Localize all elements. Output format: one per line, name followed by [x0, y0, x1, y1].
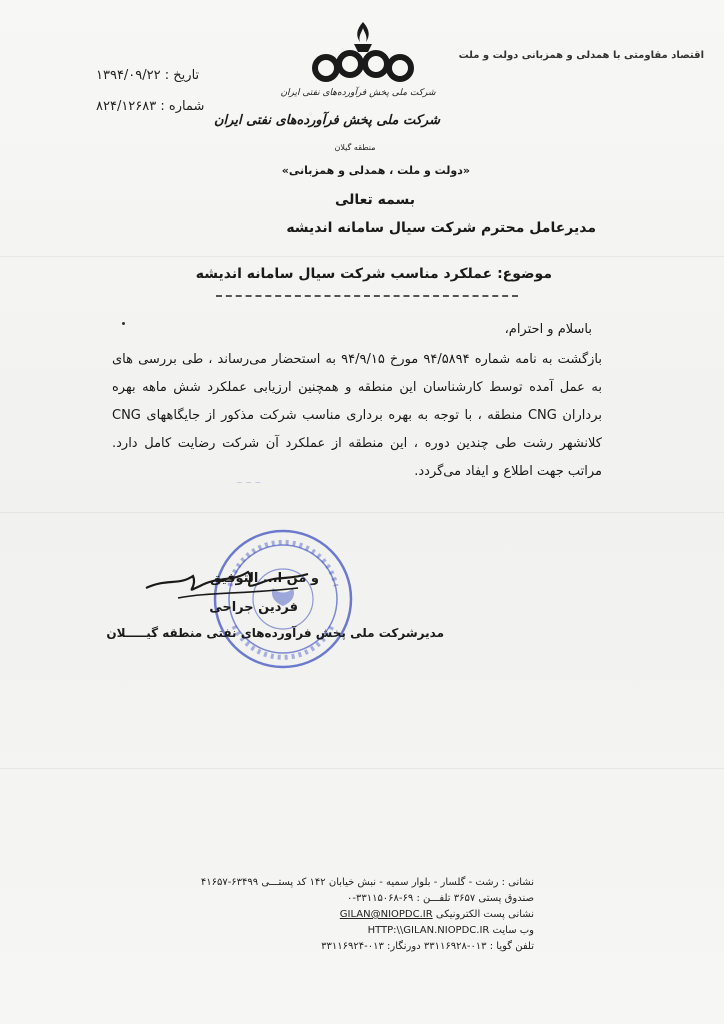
date-value: ۱۳۹۴/۰۹/۲۲ [96, 68, 161, 83]
ink-dot [122, 322, 125, 325]
footer-contact [201, 875, 534, 955]
signer-name: فردین جراحی [209, 600, 298, 615]
org-region: منطقه گیلان [334, 143, 376, 152]
closing-phrase: و من ا... التوفیق [209, 571, 319, 586]
org-name-small: شرکت ملی پخش فرآورده‌های نفتی ایران [280, 88, 436, 98]
center-slogan: «دولت و ملت ، همدلی و همزبانی» [281, 164, 470, 177]
number-label: شماره : [160, 99, 205, 114]
date-line [96, 68, 199, 83]
paper-fold [0, 512, 724, 513]
footer-phones: تلفن گویا : ۰۱۳-۳۳۱۱۶۹۲۸ دورنگار: ۰۱۳-۳۳۱۱۶۹۲۴ [321, 941, 534, 952]
footer-email-line [201, 907, 534, 923]
footer-web-line [201, 923, 534, 939]
top-slogan: اقتصاد مقاومتی با همدلی و همزبانی دولت و ملت [458, 50, 704, 61]
web-label: وب سایت [492, 925, 534, 936]
footer-address: نشانی : رشت - گلسار - بلوار سمیه - نبش خیابان ۱۴۲ کد پستـــی ۶۳۴۹۹-۴۱۶۵۷ [200, 877, 534, 888]
letter-body: بازگشت به نامه شماره ۹۴/۵۸۹۴ مورخ ۹۴/۹/۱۵ به استحضار می‌رساند ، طی بررسی های به عمل آمده توسط کارشناسان این منطقه و همچنین ارزیابی عملکرد شش ماهه بهره برداران CNG منطقه ، با توجه به بهره برداری مناسب شرکت مذکور از جایگاههای CNG کلانشهر رشت طی چندین دوره ، این منطقه از عملکرد آن شرکت رضایت کامل دارد. مراتب جهت اطلاع و ایفاد می‌گردد. [112, 352, 602, 479]
greeting: باسلام و احترام، [504, 322, 592, 337]
email-link[interactable]: GILAN@NIOPDC.IR [339, 909, 433, 920]
subject-line: موضوع: عملکرد مناسب شرکت سیال سامانه اندیشه [195, 266, 552, 282]
date-label: تاریخ : [164, 68, 200, 83]
footer-po-box: صندوق پستی ۳۶۵۷ تلفـــن : ۶۹-۳۳۱۱۵۰۶۸-۰ [346, 893, 534, 904]
web-link[interactable]: HTTP:\\GILAN.NIOPDC.IR [367, 925, 490, 936]
signer-title: مدیرشرکت ملی پخش فرآورده‌های نفتی منطقه گیـــــلان [106, 626, 444, 640]
subject-divider [216, 295, 518, 297]
stamp-smudge: ~ ~ ~ [236, 478, 262, 487]
org-name-script: شرکت ملی پخش فرآورده‌های نفتی ایران [214, 113, 440, 128]
bismillah: بسمه تعالی [334, 192, 416, 208]
paper-fold [0, 768, 724, 769]
email-label: نشانی پست الکترونیکی [435, 909, 534, 920]
niopdc-logo-icon [298, 18, 428, 88]
number-line [96, 99, 204, 114]
number-value: ۸۲۴/۱۲۶۸۳ [96, 99, 157, 114]
paper-fold [0, 256, 724, 257]
recipient: مدیرعامل محترم شرکت سیال سامانه اندیشه [286, 220, 596, 236]
